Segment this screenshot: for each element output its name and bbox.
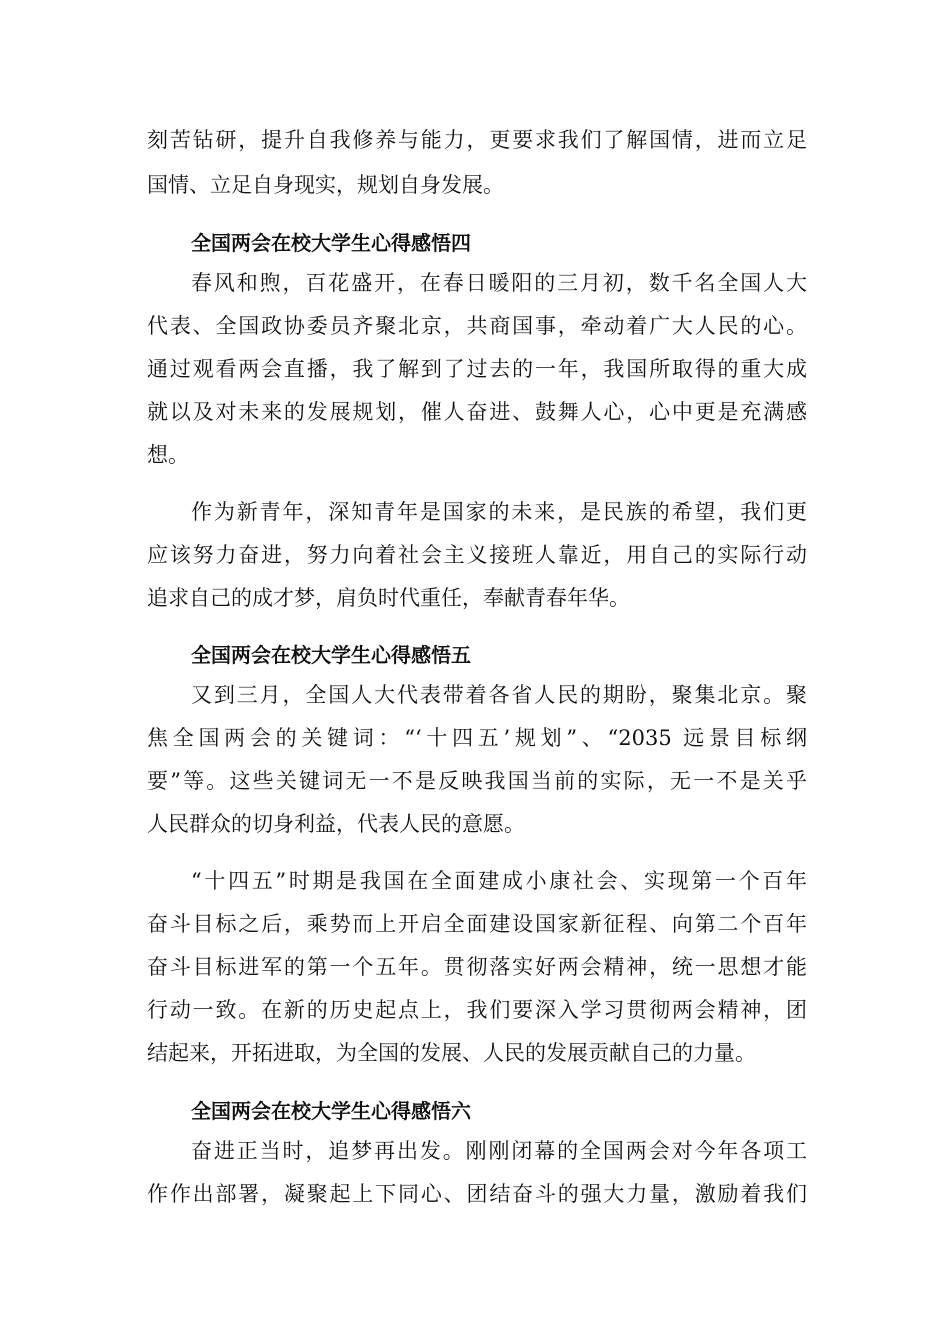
- paragraph-line: “十四五”时期是我国在全面建成小康社会、实现第一个百年: [191, 869, 807, 893]
- paragraph-line: 作为新青年，深知青年是国家的未来，是民族的希望，我们更: [191, 500, 807, 524]
- paragraph-line: 就以及对未来的发展规划，催人奋进、鼓舞人心，心中更是充满感: [147, 400, 807, 424]
- paragraph-line: 追求自己的成才梦，肩负时代重任，奉献青春年华。: [147, 586, 630, 610]
- paragraph-line: 想。: [147, 443, 189, 467]
- paragraph-line: 作作出部署，凝聚起上下同心、团结奋斗的强大力量，激励着我们: [147, 1182, 807, 1206]
- section-heading-5: 全国两会在校大学生心得感悟五: [191, 643, 471, 667]
- paragraph-line: 结起来，开拓进取，为全国的发展、人民的发展贡献自己的力量。: [147, 1041, 756, 1065]
- paragraph-line: 代表、全国政协委员齐聚北京，共商国事，牵动着广大人民的心。: [147, 314, 807, 338]
- paragraph-line: 要”等。这些关键词无一不是反映我国当前的实际，无一不是关乎: [147, 769, 807, 793]
- paragraph-line: 奋进正当时，追梦再出发。刚刚闭幕的全国两会对今年各项工: [191, 1139, 807, 1163]
- paragraph-line: 通过观看两会直播，我了解到了过去的一年，我国所取得的重大成: [147, 357, 807, 381]
- section-heading-4: 全国两会在校大学生心得感悟四: [191, 231, 471, 255]
- paragraph-line: 人民群众的切身利益，代表人民的意愿。: [147, 812, 525, 836]
- paragraph-line: 奋斗目标进军的第一个五年。贯彻落实好两会精神，统一思想才能: [147, 955, 807, 979]
- paragraph-line: 春风和煦，百花盛开，在春日暖阳的三月初，数千名全国人大: [191, 271, 807, 295]
- paragraph-line: 应该努力奋进，努力向着社会主义接班人靠近，用自己的实际行动: [147, 543, 807, 567]
- paragraph-line: 行动一致。在新的历史起点上，我们要深入学习贯彻两会精神，团: [147, 998, 807, 1022]
- paragraph-line: 焦全国两会的关键词：“‘十四五’规划”、“2035 远景目标纲: [147, 726, 807, 750]
- section-heading-6: 全国两会在校大学生心得感悟六: [191, 1099, 471, 1123]
- paragraph-line: 刻苦钻研，提升自我修养与能力，更要求我们了解国情，进而立足: [147, 128, 807, 152]
- paragraph-line: 又到三月，全国人大代表带着各省人民的期盼，聚集北京。聚: [191, 683, 807, 707]
- paragraph-line: 奋斗目标之后，乘势而上开启全面建设国家新征程、向第二个百年: [147, 912, 807, 936]
- paragraph-line: 国情、立足自身现实，规划自身发展。: [147, 173, 504, 197]
